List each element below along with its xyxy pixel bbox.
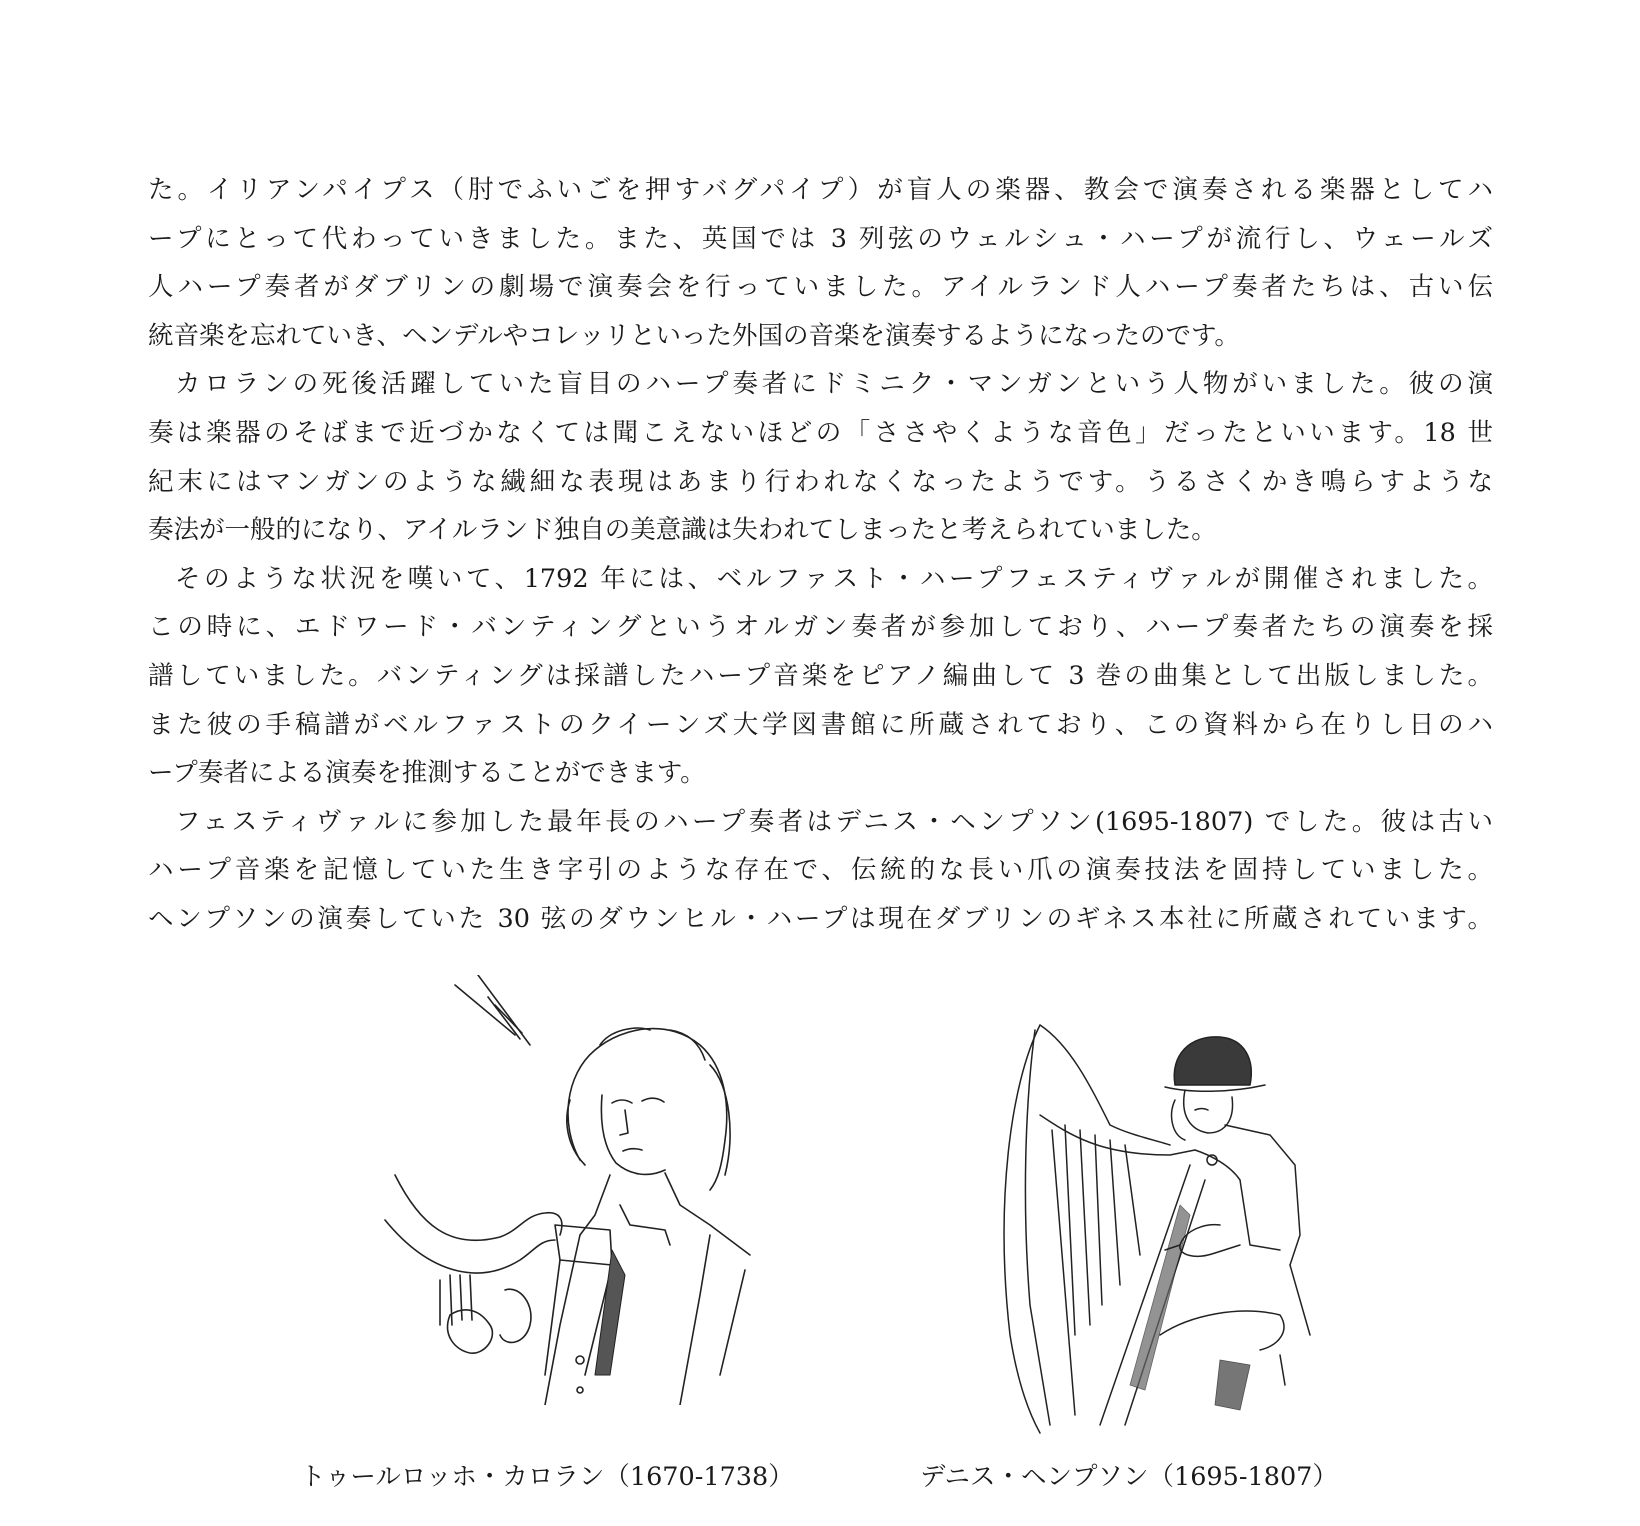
text-line: フェスティヴァルに参加した最年長のハープ奏者はデニス・ヘンプソン(1695-1807) でした。彼は古い (175, 806, 1493, 837)
text-line: カロランの死後活躍していた盲目のハープ奏者にドミニク・マンガンという人物がいました。彼の演 (175, 369, 1493, 400)
text-line: た。イリアンパイプス（肘でふいごを押すバグパイプ）が盲人の楽器、教会で演奏される楽器としてハ (148, 175, 1493, 205)
text-line: この時に、エドワード・バンティングというオルガン奏者が参加しており、ハープ奏者たちの演奏を採 (148, 612, 1493, 643)
text-line: ープにとって代わっていきました。また、英国では 3 列弦のウェルシュ・ハープが流行し、ウェールズ (148, 223, 1493, 254)
text-line: ハープ音楽を記憶していた生き字引のような存在で、伝統的な長い爪の演奏技法を固持していました。 (148, 855, 1493, 886)
text-line: 譜していました。バンティングは採譜したハープ音楽をピアノ編曲して 3 巻の曲集として出版しました。 (148, 660, 1493, 691)
text-line: また彼の手稿譜がベルファストのクイーンズ大学図書館に所蔵されており、この資料から在りし日のハ (148, 709, 1493, 740)
figure-caption-hempson: デニス・ヘンプソン（1695-1807） (920, 1462, 1338, 1492)
body-text (148, 166, 1493, 944)
text-line: そのような状況を嘆いて、1792 年には、ベルファスト・ハープフェスティヴァルが開催されました。 (175, 563, 1493, 594)
text-line: 統音楽を忘れていき、ヘンデルやコレッリといった外国の音楽を演奏するようになったのです。 (148, 320, 1240, 351)
figure-caption-carolan: トゥールロッホ・カロラン（1670-1738） (300, 1462, 794, 1492)
text-line: 人ハープ奏者がダブリンの劇場で演奏会を行っていました。アイルランド人ハープ奏者たちは、古い伝 (148, 272, 1493, 303)
carolan-illustration (380, 975, 780, 1405)
text-line: ープ奏者による演奏を推測することができます。 (148, 758, 706, 789)
text-line: 奏は楽器のそばまで近づかなくては聞こえないほどの「ささやくような音色」だったといいます。18 世 (148, 417, 1493, 448)
text-line: ヘンプソンの演奏していた 30 弦のダウンヒル・ハープは現在ダブリンのギネス本社に所蔵されています。 (148, 903, 1493, 934)
text-line: 紀末にはマンガンのような繊細な表現はあまり行われなくなったようです。うるさくかき鳴らすような (148, 466, 1493, 497)
hempson-illustration (980, 1005, 1340, 1435)
text-line: 奏法が一般的になり、アイルランド独自の美意識は失われてしまったと考えられていました。 (148, 515, 1217, 546)
